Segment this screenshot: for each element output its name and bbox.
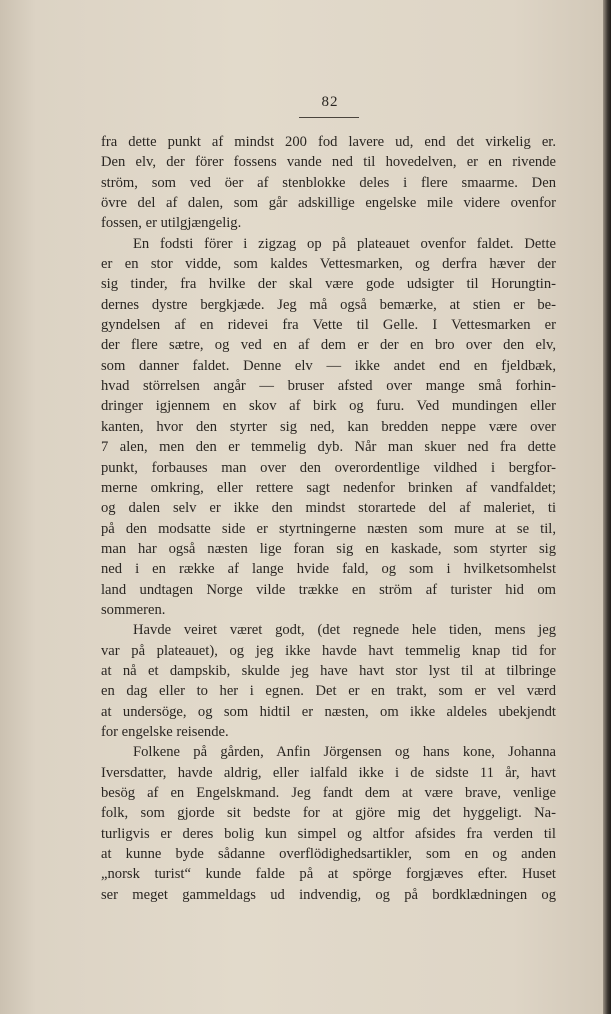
- text-line: kanten, hvor den styrter sig ned, kan bredden neppe være over: [101, 418, 556, 435]
- text-line: er en stor vidde, som kaldes Vettesmarken, og derfra hæver der: [101, 256, 556, 273]
- page-edge-shadow: [603, 0, 611, 1014]
- body-text: [101, 132, 556, 905]
- text-line: var på plateauet), og jeg ikke havde havt temmelig knap tid for: [101, 642, 556, 659]
- text-line: ser meget gammeldags ud indvendig, og på bordklædningen og: [101, 886, 556, 903]
- text-line: En fodsti förer i zigzag op på plateauet ovenfor faldet. Dette: [133, 235, 556, 252]
- text-line: 7 alen, men den er temmelig dyb. Når man skuer ned fra dette: [101, 439, 556, 456]
- text-line: fossen, er utilgjængelig.: [101, 215, 242, 232]
- text-line: Folkene på gården, Anfin Jörgensen og hans kone, Johanna: [133, 744, 556, 761]
- text-line: ström, som ved öer af stenblokke deles i flere smaarme. Den: [101, 174, 556, 191]
- text-line: sommeren.: [101, 601, 166, 618]
- text-line: turligvis er deres bolig kun simpel og altfor afsides fra verden til: [101, 825, 556, 842]
- text-line: gyndelsen af en ridevei fra Vette til Gelle. I Vettesmarken er: [101, 317, 556, 334]
- text-line: land undtagen Norge vilde trække en ström af turister hid om: [101, 581, 556, 598]
- text-line: som danner faldet. Denne elv — ikke andet end en fjeldbæk,: [101, 357, 556, 374]
- text-line: at undersöge, og som hidtil er næsten, om ikke aldeles ubekjendt: [101, 703, 556, 720]
- text-line: der flere sætre, og ved en af dem er der en bro over den elv,: [101, 337, 556, 354]
- page-number-rule: [299, 117, 359, 118]
- text-line: og dalen selv er ikke den mindst storartede del af maleriet, ti: [101, 500, 556, 517]
- text-line: folk, som gjorde sit bedste for at gjöre mig det hyggeligt. Na-: [101, 805, 556, 822]
- text-line: fra dette punkt af mindst 200 fod lavere ud, end det virkelig er.: [101, 134, 556, 150]
- text-line: man har også næsten lige foran sig en kaskade, som styrter sig: [101, 540, 556, 557]
- text-line: på den modsatte side er styrtningerne næsten som mure at se til,: [101, 520, 556, 537]
- text-line: at nå et dampskib, skulde jeg have havt stor lyst til at tilbringe: [101, 662, 556, 679]
- text-line: merne omkring, eller rettere sagt nedenfor brinken af vandfaldet;: [101, 479, 556, 496]
- text-line: „norsk turist“ kunde falde på at spörge forgjæves efter. Huset: [101, 866, 556, 883]
- text-line: punkt, forbauses man over den overordentlige vildhed i bergfor-: [101, 459, 556, 476]
- text-line: for engelske reisende.: [101, 723, 229, 740]
- text-line: Den elv, der förer fossens vande ned til hovedelven, er en rivende: [101, 154, 556, 171]
- text-line: hvad störrelsen angår — bruser afsted over mange små forhin-: [101, 378, 556, 395]
- text-line: besög af en Engelskmand. Jeg fandt dem at være brave, venlige: [101, 785, 556, 801]
- text-line: dernes dystre bergkjæde. Jeg må også bemærke, at stien er be-: [101, 296, 556, 313]
- text-line: ned i en række af lange hvide fald, og som i hvilketsomhelst: [101, 561, 556, 578]
- page-number: 82: [321, 94, 339, 110]
- text-line: at kunne byde sådanne overflödighedsartikler, som en og anden: [101, 846, 556, 863]
- text-line: dringer igjennem en skov af birk og furu. Ved mundingen eller: [101, 398, 556, 415]
- text-line: Havde veiret været godt, (det regnede hele tiden, mens jeg: [133, 622, 556, 639]
- text-line: en dag eller to her i egnen. Det er en trakt, som er vel værd: [101, 683, 556, 700]
- text-line: sig tinder, fra hvilke der skal være gode udsigter til Horungtin-: [101, 276, 556, 293]
- text-line: Iversdatter, havde aldrig, eller ialfald ikke i de sidste 11 år, havt: [101, 764, 556, 781]
- text-line: övre del af dalen, som går adskillige engelske mile videre ovenfor: [101, 195, 556, 212]
